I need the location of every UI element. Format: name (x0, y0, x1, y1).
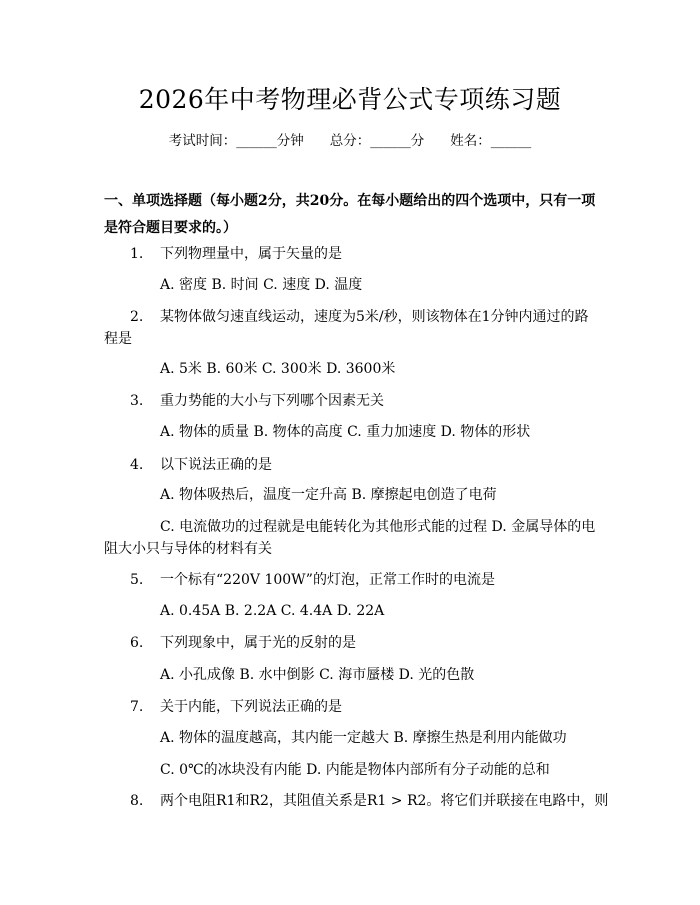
question-text: 某物体做匀速直线运动，速度为5米/秒，则该物体在1分钟内通过的路 (160, 309, 589, 325)
question-text: 下列现象中，属于光的反射的是 (160, 635, 356, 651)
question-options: A. 物体吸热后，温度一定升高 B. 摩擦起电创造了电荷 (160, 487, 497, 503)
question-options: A. 0.45A B. 2.2A C. 4.4A D. 22A (160, 603, 385, 619)
question-options: A. 小孔成像 B. 水中倒影 C. 海市蜃楼 D. 光的色散 (160, 667, 475, 683)
question-text: 关于内能，下列说法正确的是 (160, 699, 342, 715)
question-number: 6. (130, 635, 144, 651)
question-options: A. 5米 B. 60米 C. 300米 D. 3600米 (160, 361, 396, 377)
student-name-field: 姓名：______ (450, 133, 532, 149)
question-number: 5. (130, 572, 144, 588)
section-heading (104, 190, 600, 240)
question-text-continuation: 程是 (104, 331, 132, 347)
question-text: 一个标有“220V 100W”的灯泡，正常工作时的电流是 (160, 572, 495, 588)
total-score-field: 总分：______分 (329, 133, 425, 149)
question-number: 4. (130, 457, 144, 473)
question-options: C. 0℃的冰块没有内能 D. 内能是物体内部所有分子动能的总和 (160, 762, 550, 778)
exam-meta (0, 131, 700, 151)
question-options: A. 密度 B. 时间 C. 速度 D. 温度 (160, 277, 363, 293)
question-options: C. 电流做功的过程就是电能转化为其他形式能的过程 D. 金属导体的电 (160, 519, 596, 535)
question-number: 3. (130, 393, 144, 409)
question-text: 下列物理量中，属于矢量的是 (160, 246, 342, 262)
question-number: 1. (130, 246, 144, 262)
question-text: 重力势能的大小与下列哪个因素无关 (160, 393, 384, 409)
exam-time-field: 考试时间：______分钟 (168, 133, 304, 149)
question-text: 两个电阻R1和R2，其阻值关系是R1 > R2。将它们并联接在电路中，则 (160, 793, 609, 809)
question-text: 以下说法正确的是 (160, 457, 272, 473)
question-number: 8. (130, 793, 144, 809)
question-options-continuation: 阻大小只与导体的材料有关 (104, 541, 272, 557)
question-options: A. 物体的温度越高，其内能一定越大 B. 摩擦生热是利用内能做功 (160, 730, 567, 746)
question-number: 7. (130, 699, 144, 715)
question-number: 2. (130, 309, 144, 325)
page-title: 2026年中考物理必背公式专项练习题 (138, 85, 562, 114)
section-heading-line-1: 一、单项选择题（每小题2分，共20分。在每小题给出的四个选项中，只有一项 (104, 193, 596, 209)
section-heading-line-2: 是符合题目要求的。） (104, 220, 237, 236)
question-options: A. 物体的质量 B. 物体的高度 C. 重力加速度 D. 物体的形状 (160, 424, 531, 440)
